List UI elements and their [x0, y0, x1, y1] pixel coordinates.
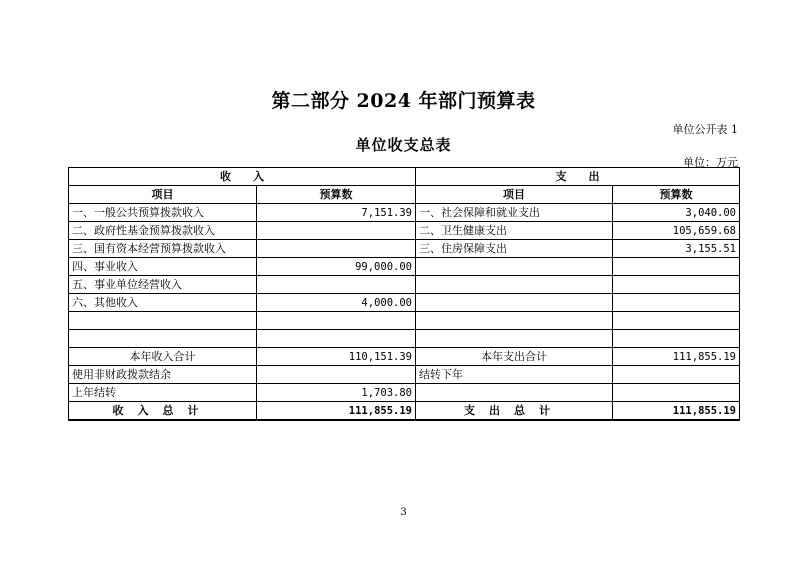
income-amount: [257, 312, 416, 330]
table-row: [69, 240, 740, 258]
section-header-row: [69, 168, 740, 186]
budget-summary-table: [68, 167, 740, 421]
income-item: 五、事业单位经营收入: [69, 276, 257, 294]
table-row: [69, 222, 740, 240]
table-row: [69, 258, 740, 276]
income-total-label: 收入总计: [69, 402, 257, 421]
income-item: 四、事业收入: [69, 258, 257, 276]
expense-amount: [613, 294, 740, 312]
income-amount: [257, 222, 416, 240]
expense-section-header: 支 出: [416, 168, 740, 186]
income-item: 六、其他收入: [69, 294, 257, 312]
income-carry-item: 上年结转: [69, 384, 257, 402]
income-carry-amount: 1,703.80: [257, 384, 416, 402]
expense-carry-item: [416, 384, 613, 402]
expense-budget-header: 预算数: [613, 186, 740, 204]
expense-amount: 3,040.00: [613, 204, 740, 222]
expense-item: [416, 330, 613, 348]
income-subtotal-label: 本年收入合计: [69, 348, 257, 366]
table-row: [69, 294, 740, 312]
expense-item: 二、卫生健康支出: [416, 222, 613, 240]
income-carry-amount: [257, 366, 416, 384]
income-item: 一、一般公共预算拨款收入: [69, 204, 257, 222]
expense-amount: [613, 312, 740, 330]
expense-carry-amount: [613, 366, 740, 384]
expense-item: [416, 294, 613, 312]
expense-subtotal-label: 本年支出合计: [416, 348, 613, 366]
table-code: 单位公开表 1: [672, 123, 738, 136]
expense-total-amount: 111,855.19: [613, 402, 740, 421]
income-amount: 7,151.39: [257, 204, 416, 222]
column-header-row: [69, 186, 740, 204]
income-amount: [257, 276, 416, 294]
subtotal-row: [69, 348, 740, 366]
table-row: [69, 204, 740, 222]
expense-item: 一、社会保障和就业支出: [416, 204, 613, 222]
expense-item: [416, 312, 613, 330]
expense-item-header: 项目: [416, 186, 613, 204]
income-amount: 4,000.00: [257, 294, 416, 312]
table-row: [69, 312, 740, 330]
carry-row: [69, 366, 740, 384]
expense-amount: [613, 276, 740, 294]
income-budget-header: 预算数: [257, 186, 416, 204]
income-carry-item: 使用非财政拨款结余: [69, 366, 257, 384]
expense-item: [416, 258, 613, 276]
income-item: [69, 330, 257, 348]
income-amount: [257, 330, 416, 348]
income-item: 二、政府性基金预算拨款收入: [69, 222, 257, 240]
unit-label: 单位：万元: [683, 156, 738, 169]
expense-amount: 3,155.51: [613, 240, 740, 258]
expense-total-label: 支出总计: [416, 402, 613, 421]
table-row: [69, 330, 740, 348]
table-body: [69, 168, 740, 421]
expense-amount: [613, 258, 740, 276]
income-item-header: 项目: [69, 186, 257, 204]
income-total-amount: 111,855.19: [257, 402, 416, 421]
expense-item: 三、住房保障支出: [416, 240, 613, 258]
income-item: [69, 312, 257, 330]
expense-item: [416, 276, 613, 294]
income-subtotal-amount: 110,151.39: [257, 348, 416, 366]
expense-subtotal-amount: 111,855.19: [613, 348, 740, 366]
income-section-header: 收 入: [69, 168, 416, 186]
page-number: 3: [400, 507, 407, 518]
expense-amount: 105,659.68: [613, 222, 740, 240]
grand-total-row: [69, 402, 740, 421]
expense-amount: [613, 330, 740, 348]
table-row: [69, 276, 740, 294]
table-title: 单位收支总表: [355, 136, 452, 154]
expense-carry-amount: [613, 384, 740, 402]
part-title: 第二部分 2024 年部门预算表: [271, 90, 536, 112]
income-amount: [257, 240, 416, 258]
carry-row: [69, 384, 740, 402]
income-amount: 99,000.00: [257, 258, 416, 276]
income-item: 三、国有资本经营预算拨款收入: [69, 240, 257, 258]
expense-carry-item: 结转下年: [416, 366, 613, 384]
